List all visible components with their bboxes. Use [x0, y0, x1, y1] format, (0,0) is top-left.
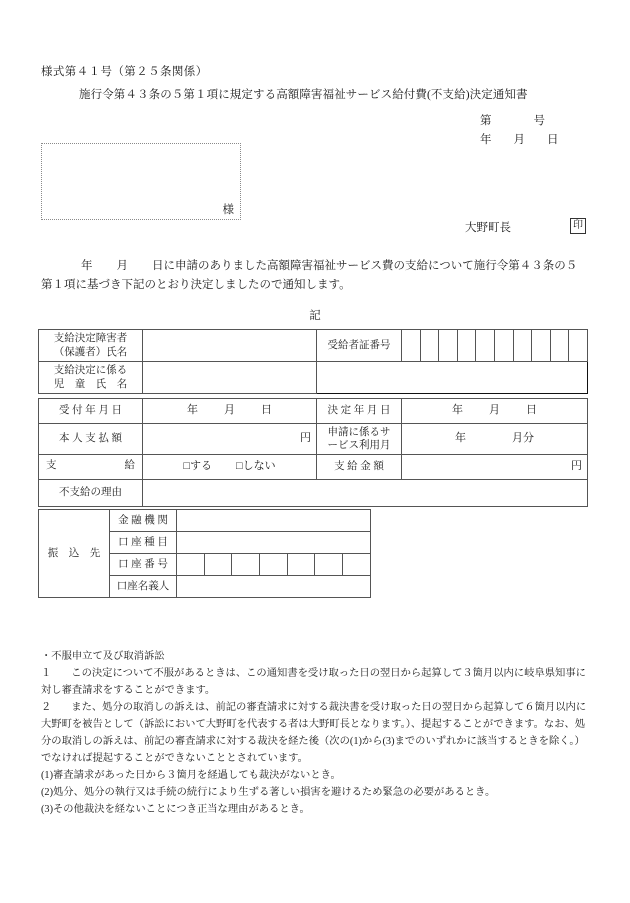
- document-date-line: [480, 131, 559, 147]
- appeal-notes: [41, 648, 591, 818]
- receipt-day-label: 日: [261, 404, 272, 417]
- cell-cert-digit[interactable]: [476, 330, 495, 362]
- table-row: [39, 455, 588, 480]
- cell-account-digit[interactable]: [287, 554, 315, 576]
- cell-self-payment-value[interactable]: [143, 424, 317, 455]
- notes-sub-3: (3)その他裁決を経ないことにつき正当な理由があるとき。: [41, 804, 310, 815]
- beneficiary-name-label-line1: 支給決定障害者: [53, 333, 128, 345]
- cell-cert-digit[interactable]: [494, 330, 513, 362]
- cell-decision-date-label: 決 定 年 月 日: [317, 399, 402, 424]
- notes-item-2: [41, 699, 591, 767]
- cell-cert-digit[interactable]: [569, 330, 588, 362]
- date-day-label: 日: [547, 134, 559, 146]
- beneficiary-name-label-line2: （保護者）氏名: [53, 346, 128, 358]
- service-month-label-line1: 申請に係るサ: [327, 426, 391, 438]
- cell-nonpayment-reason-label: 不支給の理由: [39, 480, 143, 507]
- intro-paragraph: [41, 257, 589, 295]
- cell-nonpayment-reason-value[interactable]: [143, 480, 588, 507]
- document-title: 施行令第４３条の５第１項に規定する高額障害福祉サービス給付費(不支給)決定通知書: [79, 89, 528, 101]
- cell-bank-label: 金 融 機 関: [110, 510, 177, 532]
- receipt-month-label: 月: [224, 404, 235, 417]
- cell-account-holder-label: 口座名義人: [110, 576, 177, 598]
- table-row: [39, 399, 588, 424]
- number-suffix-label: 号: [533, 115, 545, 127]
- cell-cert-digit[interactable]: [513, 330, 532, 362]
- cell-transfer-label: 振 込 先: [39, 510, 110, 598]
- cell-account-digit[interactable]: [232, 554, 260, 576]
- table-row: [39, 424, 588, 455]
- number-prefix-label: 第: [480, 115, 492, 127]
- cell-bank-value[interactable]: [177, 510, 371, 532]
- decision-details-table: [38, 398, 588, 507]
- child-name-label-line2: 児 童 氏 名: [53, 378, 128, 390]
- notes-heading: ・不服申立て及び取消訴訟: [41, 651, 165, 662]
- cell-beneficiary-name-label: [39, 330, 143, 362]
- cell-cert-digit[interactable]: [402, 330, 421, 362]
- cell-payment-amount-value[interactable]: [402, 455, 588, 480]
- notes-item-2-number: ２: [41, 702, 52, 713]
- receipt-year-label: 年: [187, 404, 198, 417]
- notes-sub-2: (2)処分、処分の執行又は手続の続行により生ずる著しい損害を避けるため緊急の必要があるとき。: [41, 787, 496, 798]
- ki-label: 記: [309, 310, 321, 322]
- table-row: [39, 480, 588, 507]
- cell-cert-digit[interactable]: [532, 330, 551, 362]
- cell-self-payment-label: 本 人 支 払 額: [39, 424, 143, 455]
- document-number-line: [480, 112, 545, 128]
- decision-year-label: 年: [452, 404, 463, 417]
- form-number: 様式第４１号（第２５条関係）: [41, 66, 208, 78]
- table-row: [39, 510, 371, 532]
- intro-year-label: 年: [81, 260, 93, 272]
- notes-item-1: [41, 665, 591, 699]
- cell-payment-options[interactable]: [143, 455, 317, 480]
- cell-service-month-label: [317, 424, 402, 455]
- decision-day-label: 日: [526, 404, 537, 417]
- cell-payment-amount-label: 支 給 金 額: [317, 455, 402, 480]
- service-month-label-line2: ービス利用月: [327, 440, 391, 451]
- cell-empty-spacer: [317, 362, 588, 394]
- intro-rest-line2: 第１項に基づき下記のとおり決定しましたので通知します。: [41, 279, 351, 291]
- cell-account-digit[interactable]: [343, 554, 371, 576]
- cell-account-digit[interactable]: [177, 554, 205, 576]
- addressee-box[interactable]: [41, 143, 241, 220]
- notes-item-1-text: この決定について不服があるときは、この通知書を受け取った日の翌日から起算して３箇月以内に岐阜県知事に対し審査請求をすることができます。: [41, 668, 586, 696]
- cell-child-name-label: [39, 362, 143, 394]
- service-month-suffix-label: 月分: [512, 432, 534, 445]
- cell-account-number-label: 口 座 番 号: [110, 554, 177, 576]
- decision-month-label: 月: [489, 404, 500, 417]
- checkbox-pay-no[interactable]: □しない: [236, 460, 276, 473]
- cell-service-month-value[interactable]: [402, 424, 588, 455]
- cell-child-name-value[interactable]: [143, 362, 317, 394]
- addressee-suffix-label: 様: [222, 204, 234, 216]
- cell-account-digit[interactable]: [260, 554, 288, 576]
- cell-account-type-label: 口 座 種 目: [110, 532, 177, 554]
- issuer-name: 大野町長: [465, 222, 511, 234]
- cell-account-digit[interactable]: [204, 554, 232, 576]
- notes-item-1-number: １: [41, 668, 52, 679]
- table-row: [39, 362, 588, 394]
- self-payment-unit-label: 円: [300, 432, 311, 445]
- notes-sub-1: (1)審査請求があった日から３箇月を経過しても裁決がないとき。: [41, 770, 341, 781]
- intro-month-label: 月: [116, 260, 128, 272]
- payment-label-left: 支: [46, 460, 57, 471]
- cell-account-type-value[interactable]: [177, 532, 371, 554]
- cell-recipient-cert-label: 受給者証番号: [317, 330, 402, 362]
- cell-beneficiary-name-value[interactable]: [143, 330, 317, 362]
- notes-item-2-text: また、処分の取消しの訴えは、前記の審査請求に対する裁決書を受け取った日の翌日から起算して６箇月以内に大野町を被告として（訴訟において大野町を代表する者は大野町長となります。）、提起することができます。なお、処分の取消しの訴えは、前記の審査請求に対する裁決を経た後（次の(1)から(3)までのいずれかに該当するときを除く。）でなければ提起することができないこととされています。: [41, 702, 587, 764]
- date-month-label: 月: [513, 134, 525, 146]
- payment-amount-unit-label: 円: [571, 460, 582, 473]
- cell-receipt-date-label: 受 付 年 月 日: [39, 399, 143, 424]
- cell-decision-date-value[interactable]: [402, 399, 588, 424]
- checkbox-pay-yes[interactable]: □する: [183, 460, 212, 473]
- cell-cert-digit[interactable]: [550, 330, 569, 362]
- service-month-year-label: 年: [455, 432, 466, 445]
- table-row: [39, 330, 588, 362]
- cell-cert-digit[interactable]: [439, 330, 458, 362]
- cell-account-digit[interactable]: [315, 554, 343, 576]
- payment-label-right: 給: [124, 460, 135, 471]
- date-year-label: 年: [480, 134, 492, 146]
- transfer-destination-table: [38, 509, 371, 598]
- child-name-label-line1: 支給決定に係る: [53, 365, 128, 377]
- cell-payment-label: [39, 455, 143, 480]
- cell-cert-digit[interactable]: [420, 330, 439, 362]
- cell-cert-digit[interactable]: [457, 330, 476, 362]
- recipient-info-table: [38, 329, 588, 394]
- seal-stamp-box: 印: [570, 218, 586, 234]
- cell-receipt-date-value[interactable]: [143, 399, 317, 424]
- cell-account-holder-value[interactable]: [177, 576, 371, 598]
- intro-rest-line1: 日に申請のありました高額障害福祉サービス費の支給について施行令第４３条の５: [152, 260, 578, 272]
